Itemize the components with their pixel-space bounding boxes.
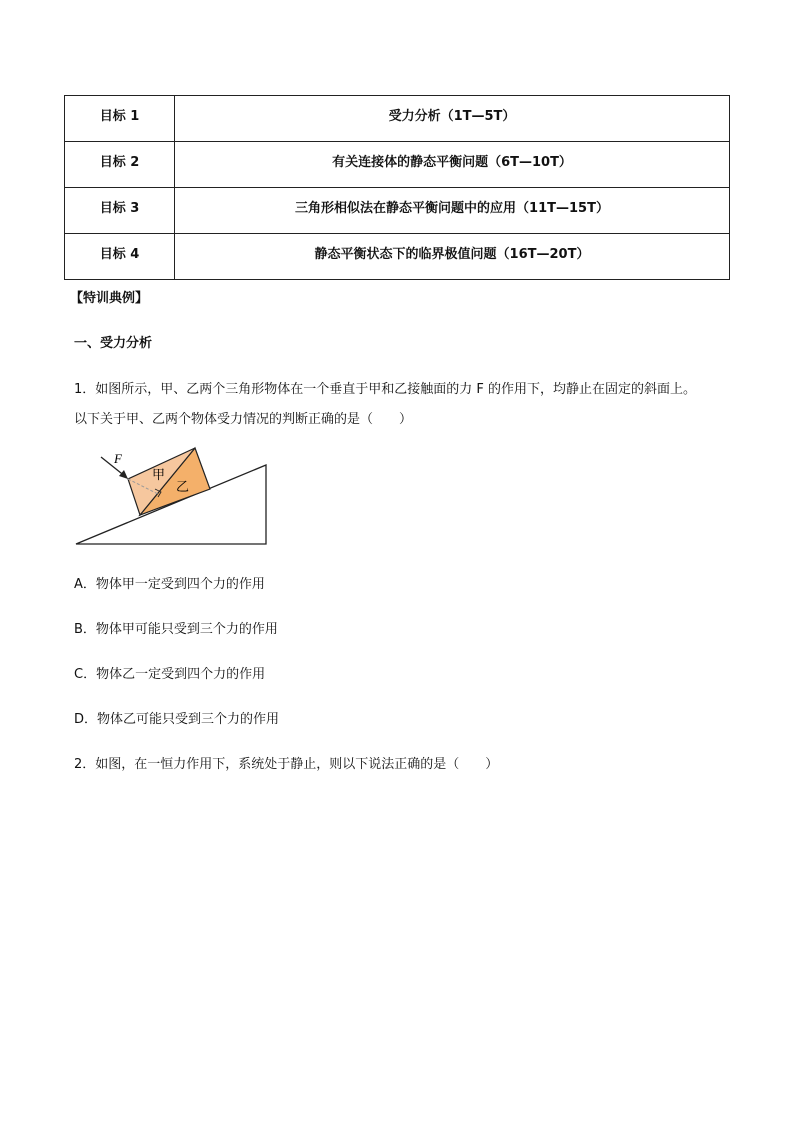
goal-content: 静态平衡状态下的临界极值问题（16T—20T） [175,234,730,280]
question1-line1: 1．如图所示，甲、乙两个三角形物体在一个垂直于甲和乙接触面的力 F 的作用下，均静止在固定的斜面上。 [74,382,697,397]
goal-row [65,188,730,234]
goal-row [65,96,730,142]
section-title: 【特训典例】 [70,291,149,306]
goal-label: 目标 2 [65,142,175,188]
block2-label: 乙 [176,480,190,495]
question1-line2: 以下关于甲、乙两个物体受力情况的判断正确的是（ ） [74,412,413,427]
goal-label: 目标 4 [65,234,175,280]
option-d: D．物体乙可能只受到三个力的作用 [74,712,280,727]
goal-content: 有关连接体的静态平衡问题（6T—10T） [175,142,730,188]
option-b: B．物体甲可能只受到三个力的作用 [74,622,278,637]
goals-table [64,95,730,280]
option-c: C．物体乙一定受到四个力的作用 [74,667,266,682]
block1-label: 甲 [152,468,166,483]
force-label: F [114,451,122,466]
force-arrowhead [119,470,128,479]
goal-label: 目标 1 [65,96,175,142]
goal-content: 三角形相似法在静态平衡问题中的应用（11T—15T） [175,188,730,234]
goal-row [65,234,730,280]
subsection-title: 一、受力分析 [74,336,153,351]
goal-row [65,142,730,188]
option-a: A．物体甲一定受到四个力的作用 [74,577,265,592]
question2-line1: 2．如图，在一恒力作用下，系统处于静止，则以下说法正确的是（ ） [74,757,499,772]
goal-content: 受力分析（1T—5T） [175,96,730,142]
incline-figure [70,445,280,555]
goal-label: 目标 3 [65,188,175,234]
